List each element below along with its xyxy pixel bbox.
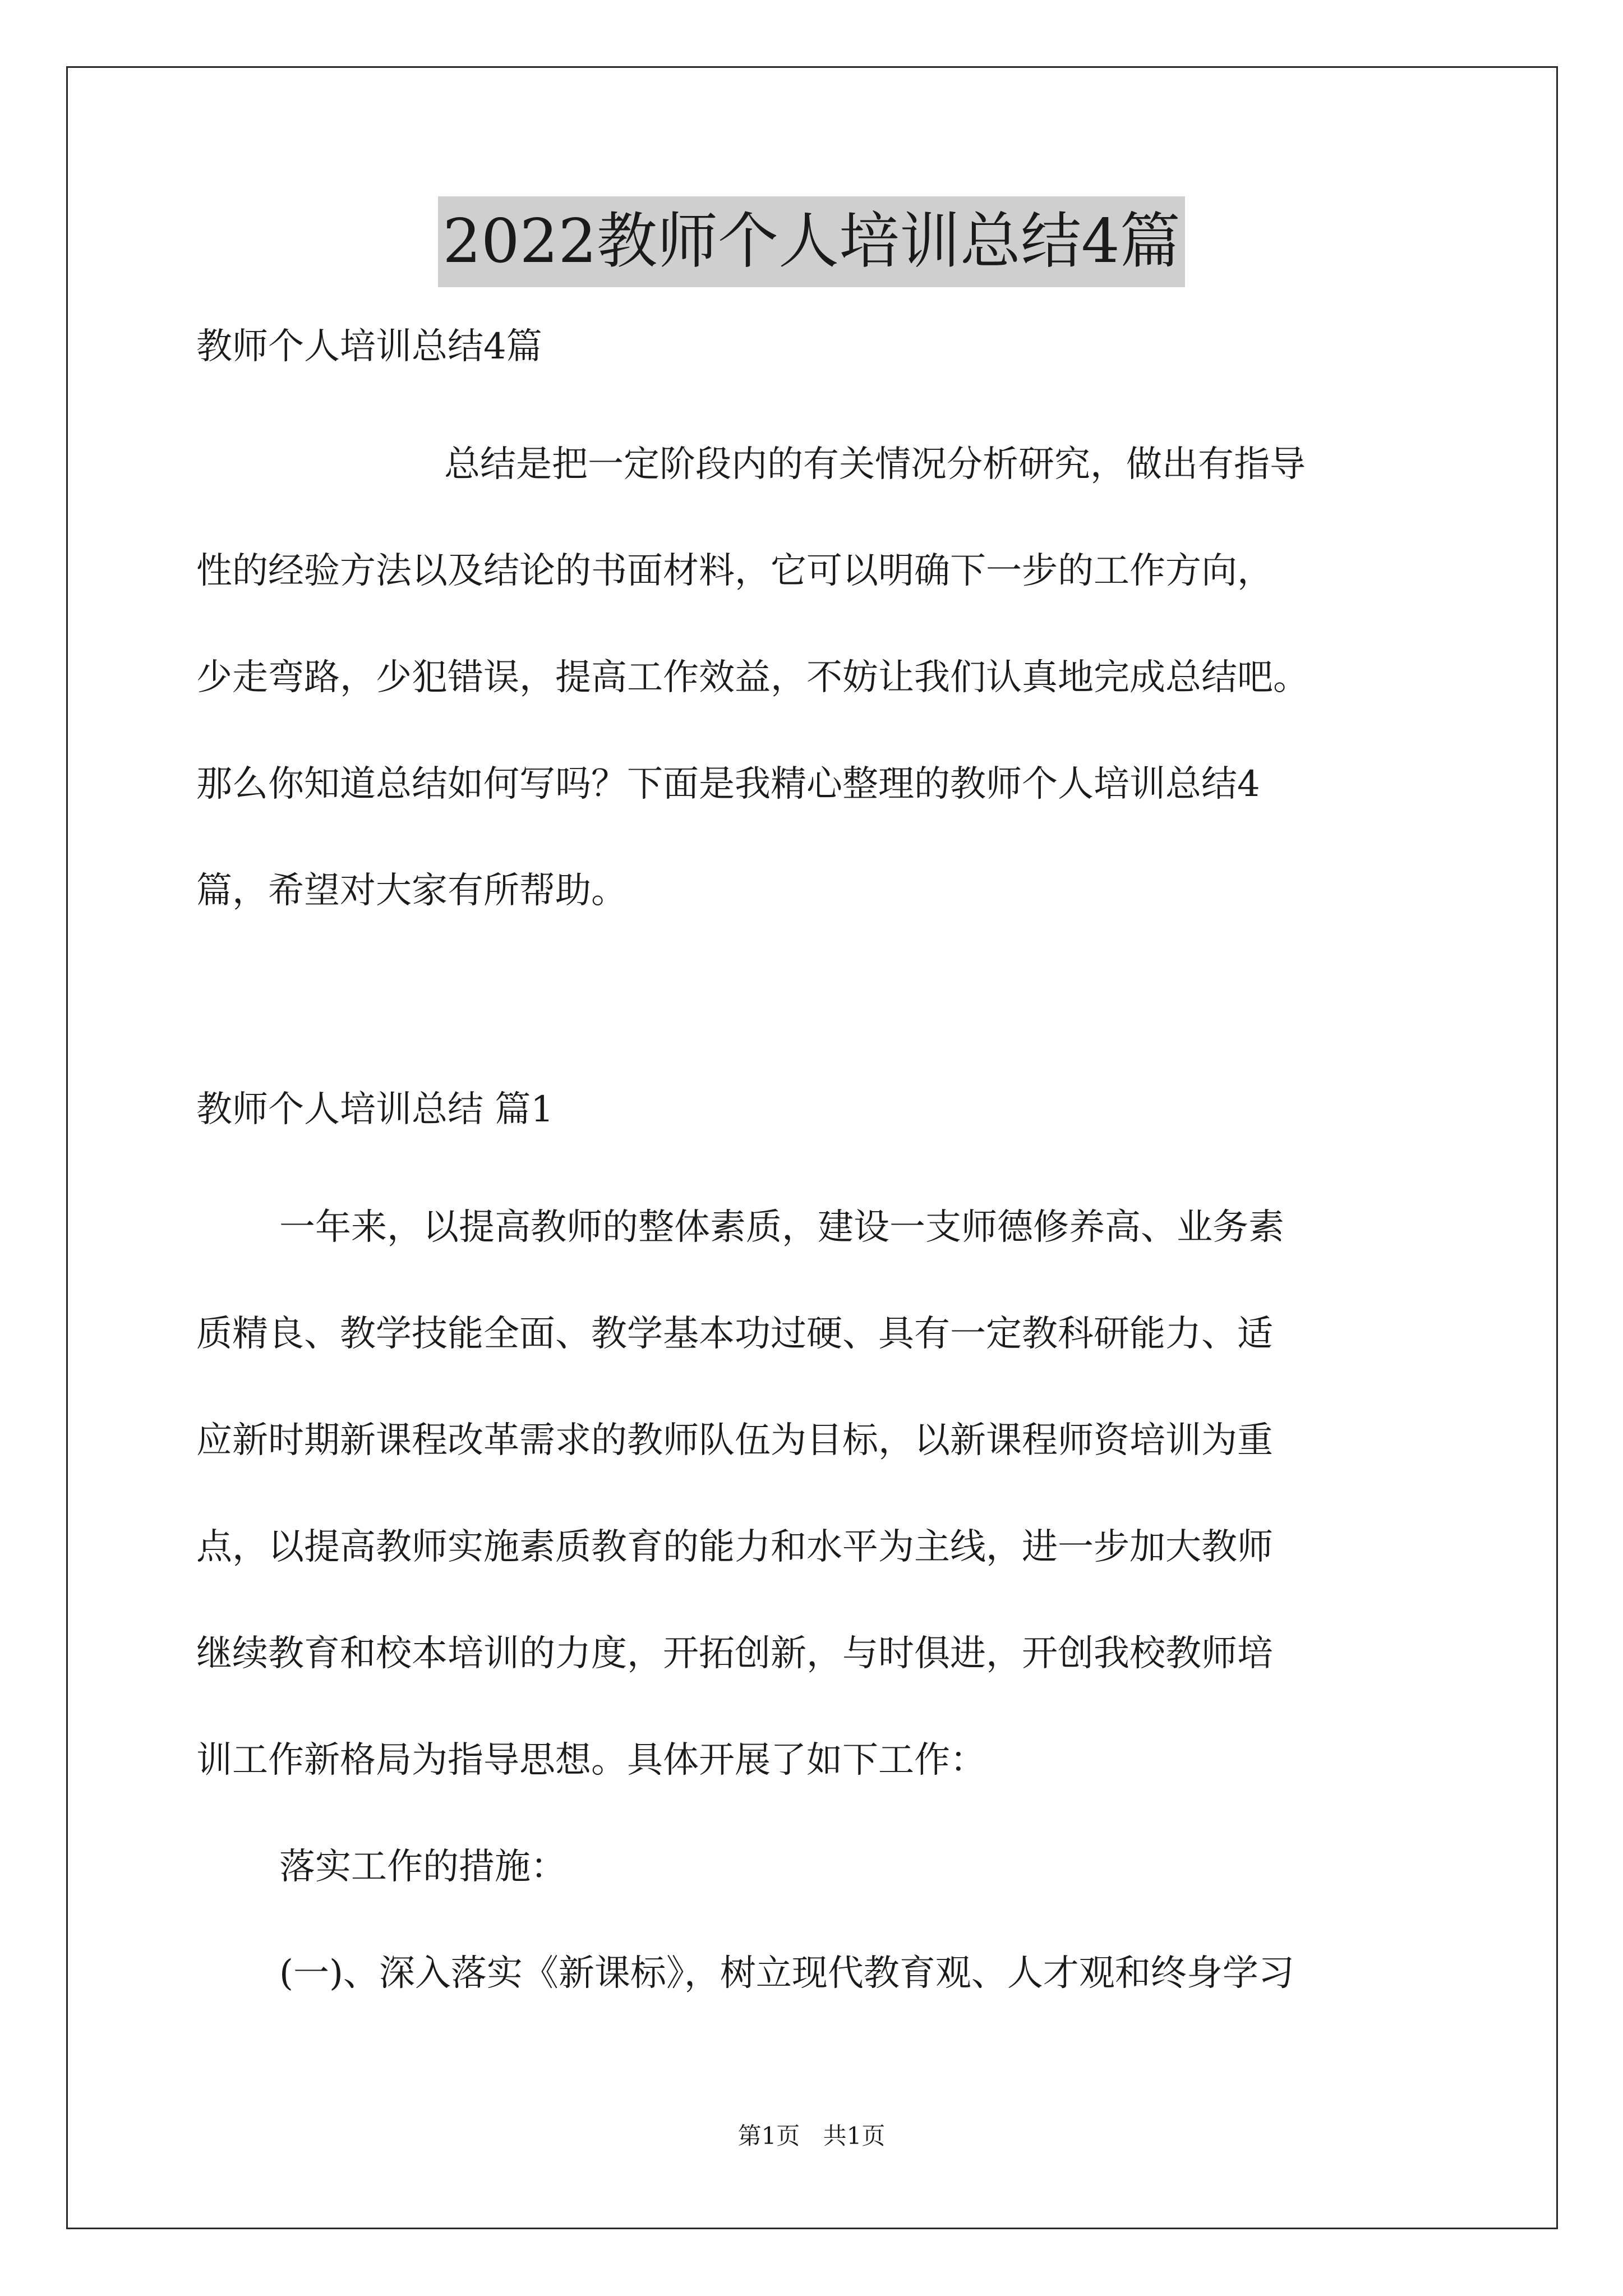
section-line: 质精良、教学技能全面、教学基本功过硬、具有一定教科研能力、适	[196, 1313, 1273, 1355]
intro-line: 少走弯路，少犯错误，提高工作效益，不妨让我们认真地完成总结吧。	[196, 657, 1309, 698]
section-heading: 教师个人培训总结 篇1	[196, 1089, 554, 1130]
page-border	[66, 66, 1558, 2229]
page-number: 第1页	[737, 2122, 800, 2150]
page-footer	[0, 2118, 1623, 2151]
intro-line: 篇，希望对大家有所帮助。	[196, 870, 627, 912]
title-wrap	[0, 196, 1623, 287]
section-line: 点，以提高教师实施素质教育的能力和水平为主线，进一步加大教师	[196, 1526, 1273, 1568]
document-title: 2022教师个人培训总结4篇	[438, 196, 1185, 287]
section-line: 应新时期新课程改革需求的教师队伍为目标，以新课程师资培训为重	[196, 1420, 1273, 1461]
section-line: 一年来，以提高教师的整体素质，建设一支师德修养高、业务素	[279, 1207, 1284, 1248]
list-item: (一)、深入落实《新课标》，树立现代教育观、人才观和终身学习	[279, 1953, 1294, 1994]
measures-heading: 落实工作的措施：	[279, 1846, 566, 1888]
intro-line: 那么你知道总结如何写吗？下面是我精心整理的教师个人培训总结4	[196, 763, 1260, 805]
page-total: 共1页	[823, 2122, 886, 2150]
intro-line: 总结是把一定阶段内的有关情况分析研究，做出有指导	[444, 444, 1306, 485]
section-line: 训工作新格局为指导思想。具体开展了如下工作：	[196, 1740, 986, 1781]
intro-line: 性的经验方法以及结论的书面材料，它可以明确下一步的工作方向，	[196, 550, 1273, 592]
document-subtitle: 教师个人培训总结4篇	[196, 326, 542, 367]
section-line: 继续教育和校本培训的力度，开拓创新，与时俱进，开创我校教师培	[196, 1633, 1273, 1674]
